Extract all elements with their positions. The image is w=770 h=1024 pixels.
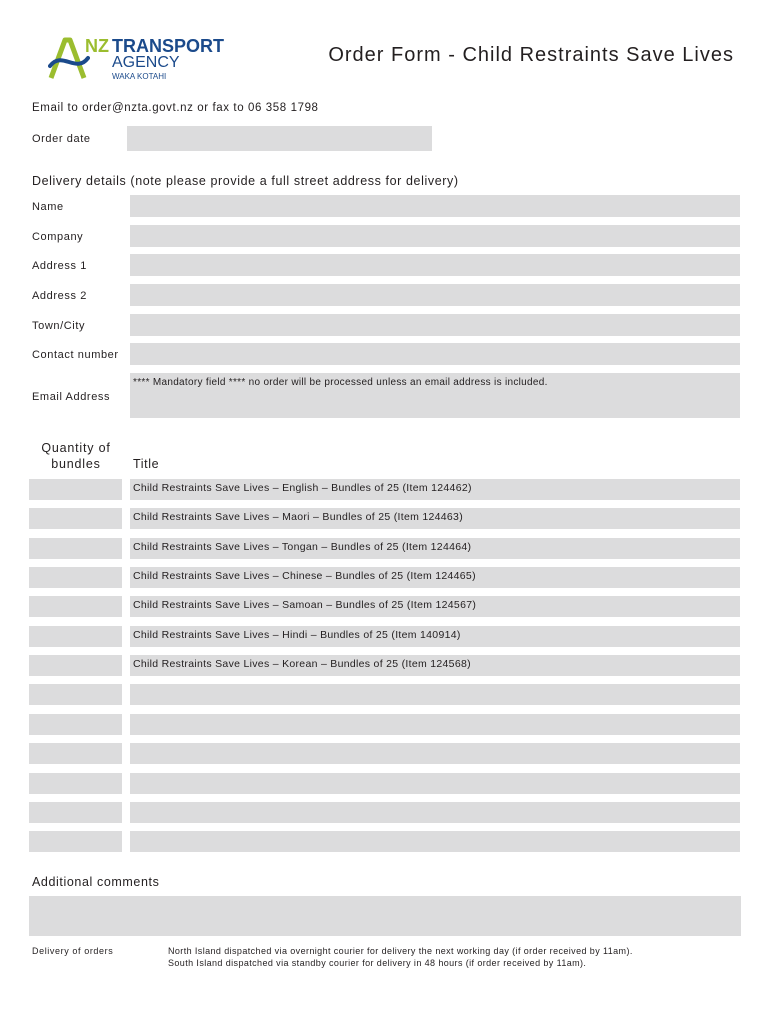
title-field	[130, 773, 740, 794]
logo-transport: TRANSPORT	[112, 36, 224, 56]
logo-tagline: WAKA KOTAHI	[112, 72, 167, 81]
item-title: Child Restraints Save Lives – Samoan – Bundles of 25 (Item 124567)	[133, 599, 477, 611]
quantity-field[interactable]	[29, 567, 122, 588]
address1-field[interactable]	[130, 254, 740, 276]
company-field[interactable]	[130, 225, 740, 247]
delivery-heading: Delivery details (note please provide a full street address for delivery)	[32, 174, 459, 188]
title-field	[130, 626, 740, 647]
quantity-header: Quantity of bundles	[41, 441, 111, 471]
quantity-field[interactable]	[29, 596, 122, 617]
title-field	[130, 743, 740, 764]
comments-heading: Additional comments	[32, 875, 160, 889]
name-label: Name	[32, 201, 64, 213]
title-field	[130, 479, 740, 500]
email-field[interactable]	[130, 373, 740, 418]
nzta-logo-mark-icon	[48, 36, 90, 82]
delivery-info-north: North Island dispatched via overnight courier for delivery the next working day (if order received by 11am).	[168, 946, 633, 956]
quantity-field[interactable]	[29, 773, 122, 794]
quantity-field[interactable]	[29, 684, 122, 705]
delivery-of-orders-label: Delivery of orders	[32, 946, 114, 956]
title-field	[130, 567, 740, 588]
item-title: Child Restraints Save Lives – Chinese – Bundles of 25 (Item 124465)	[133, 570, 476, 582]
company-label: Company	[32, 231, 84, 243]
quantity-field[interactable]	[29, 479, 122, 500]
contact-line: Email to order@nzta.govt.nz or fax to 06 358 1798	[32, 102, 319, 114]
item-title: Child Restraints Save Lives – English – Bundles of 25 (Item 124462)	[133, 482, 472, 494]
title-field	[130, 684, 740, 705]
quantity-field[interactable]	[29, 508, 122, 529]
item-title: Child Restraints Save Lives – Hindi – Bundles of 25 (Item 140914)	[133, 629, 461, 641]
title-field	[130, 655, 740, 676]
quantity-field[interactable]	[29, 626, 122, 647]
quantity-field[interactable]	[29, 802, 122, 823]
title-field	[130, 714, 740, 735]
contact-number-field[interactable]	[130, 343, 740, 365]
quantity-field[interactable]	[29, 831, 122, 852]
email-label: Email Address	[32, 391, 111, 403]
quantity-field[interactable]	[29, 538, 122, 559]
order-date-label: Order date	[32, 133, 91, 145]
logo-agency: AGENCY	[112, 54, 180, 71]
item-title: Child Restraints Save Lives – Korean – Bundles of 25 (Item 124568)	[133, 658, 471, 670]
item-title: Child Restraints Save Lives – Maori – Bundles of 25 (Item 124463)	[133, 511, 463, 523]
title-field	[130, 831, 740, 852]
page-title: Order Form - Child Restraints Save Lives	[328, 44, 734, 66]
town-city-label: Town/City	[32, 320, 86, 332]
address2-label: Address 2	[32, 290, 87, 302]
address1-label: Address 1	[32, 260, 87, 272]
order-date-field[interactable]	[127, 126, 432, 151]
title-field	[130, 596, 740, 617]
quantity-field[interactable]	[29, 743, 122, 764]
email-mandatory-note: **** Mandatory field **** no order will be processed unless an email address is included.	[133, 377, 548, 388]
name-field[interactable]	[130, 195, 740, 217]
address2-field[interactable]	[130, 284, 740, 306]
title-field	[130, 802, 740, 823]
delivery-info-south: South Island dispatched via standby courier for delivery in 48 hours (if order received by 11am).	[168, 958, 587, 968]
title-header: Title	[133, 457, 160, 471]
logo-nz: NZ	[85, 36, 109, 56]
town-city-field[interactable]	[130, 314, 740, 336]
title-field	[130, 538, 740, 559]
title-field	[130, 508, 740, 529]
contact-number-label: Contact number	[32, 349, 119, 361]
quantity-field[interactable]	[29, 655, 122, 676]
nzta-logo	[48, 34, 238, 86]
comments-field[interactable]	[29, 896, 741, 936]
item-title: Child Restraints Save Lives – Tongan – Bundles of 25 (Item 124464)	[133, 541, 472, 553]
quantity-field[interactable]	[29, 714, 122, 735]
